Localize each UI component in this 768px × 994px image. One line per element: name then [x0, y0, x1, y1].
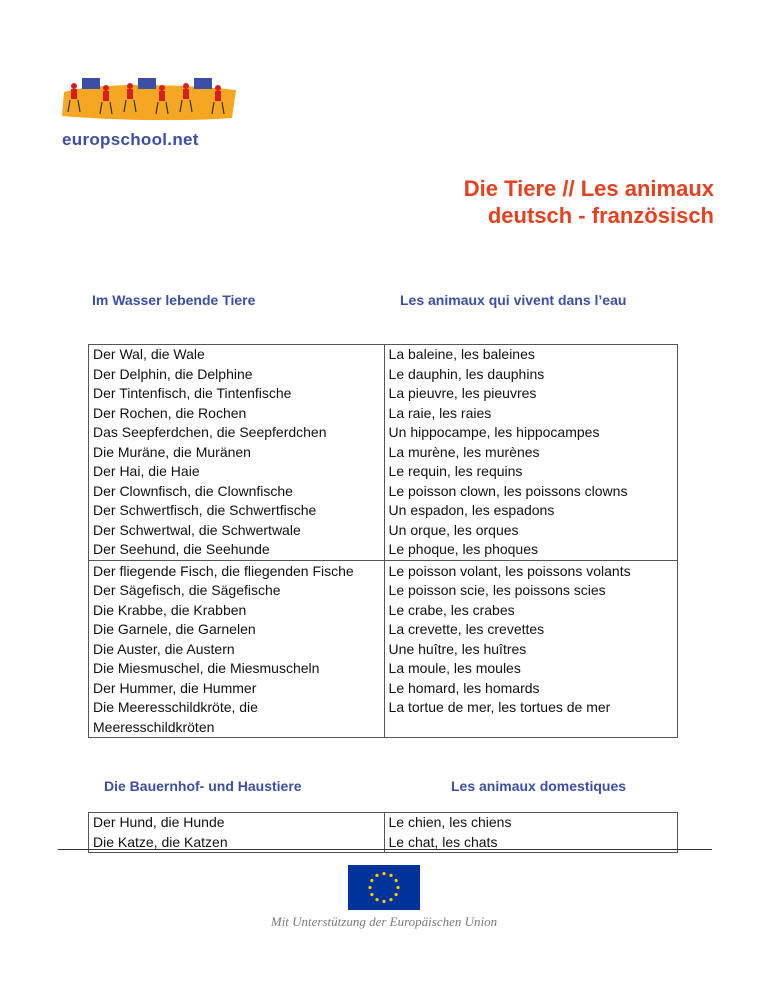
table-row [89, 560, 678, 738]
page-title [464, 175, 714, 229]
star-icon [395, 893, 398, 896]
list-item: Der fliegende Fisch, die fliegenden Fische [93, 562, 354, 579]
list-item: Der Hummer, die Hummer [93, 679, 257, 696]
list-item: Un orque, les orques [388, 521, 519, 538]
list-item: Le poisson volant, les poissons volants [388, 562, 631, 579]
star-icon [368, 886, 371, 889]
logo-illustration [60, 78, 238, 122]
list-item: Die Miesmuschel, die Miesmuscheln [93, 660, 320, 676]
list-item: Der Hund, die Hunde [93, 814, 225, 830]
list-item: La murène, les murènes [388, 443, 540, 460]
star-icon [375, 898, 378, 901]
star-icon [396, 886, 399, 889]
list-item: Der Tintenfisch, die Tintenfische [93, 385, 292, 401]
table-row [89, 813, 678, 853]
star-icon [370, 879, 373, 882]
heading-water-de: Im Wasser lebende Tiere [92, 292, 256, 308]
list-group [389, 345, 673, 560]
list-item: La tortue de mer, les tortues de mer [388, 699, 611, 715]
german-column [89, 813, 385, 853]
list-item: La raie, les raies [388, 404, 492, 421]
list-item: La moule, les moules [388, 660, 521, 676]
title-line-1: Die Tiere // Les animaux [463, 176, 714, 201]
list-group [389, 562, 673, 718]
list-item: Der Clownfisch, die Clownfische [93, 482, 293, 499]
list-item: Der Rochen, die Rochen [93, 404, 247, 421]
german-column [89, 345, 385, 561]
list-item: La crevette, les crevettes [388, 621, 545, 637]
list-group [93, 345, 380, 560]
list-item: Die Krabbe, die Krabben [93, 601, 247, 618]
list-item: Der Wal, die Wale [93, 346, 205, 362]
list-item: Die Meeresschildkröte, die Meeresschildkröten [93, 699, 258, 735]
list-item: Die Katze, die Katzen [93, 833, 228, 850]
list-item: Die Auster, die Austern [93, 640, 235, 657]
footer-note: Mit Unterstützung der Europäischen Union [270, 914, 498, 929]
eu-flag-icon [348, 865, 420, 910]
french-column [384, 560, 677, 738]
list-item: Der Delphin, die Delphine [93, 365, 253, 382]
star-icon [370, 893, 373, 896]
heading-water-fr: Les animaux qui vivent dans l’eau [400, 292, 627, 308]
list-item: Der Schwertwal, die Schwertwale [93, 521, 301, 538]
list-item: Le chat, les chats [388, 833, 498, 850]
footer-divider [58, 849, 712, 850]
list-item: Le poisson scie, les poissons scies [388, 582, 606, 598]
star-icon [382, 872, 385, 875]
german-column [89, 560, 385, 738]
title-line-2: deutsch - französisch [487, 203, 714, 228]
list-item: Le crabe, les crabes [388, 601, 515, 618]
list-item: Un hippocampe, les hippocampes [388, 424, 600, 440]
list-item: Le chien, les chiens [388, 814, 512, 830]
list-item: Das Seepferdchen, die Seepferdchen [93, 424, 327, 440]
heading-domestic-de: Die Bauernhof- und Haustiere [104, 778, 302, 794]
list-item: Der Schwertfisch, die Schwertfische [93, 502, 317, 518]
list-item: Le dauphin, les dauphins [388, 365, 545, 382]
list-item: Der Hai, die Haie [93, 463, 200, 479]
star-icon [389, 898, 392, 901]
list-item: Un espadon, les espadons [388, 502, 555, 518]
list-item: Le phoque, les phoques [388, 541, 539, 557]
table-row [89, 345, 678, 561]
site-name: europschool.net [62, 130, 199, 149]
vocab-table-water [88, 344, 678, 738]
list-item: Le requin, les requins [388, 463, 523, 479]
list-group [93, 813, 380, 852]
list-item: Der Seehund, die Seehunde [93, 541, 270, 557]
star-icon [382, 900, 385, 903]
list-item: Le homard, les homards [388, 679, 540, 696]
list-item: Une huître, les huîtres [388, 640, 527, 657]
star-icon [395, 879, 398, 882]
europschool-logo [60, 56, 240, 152]
vocab-table-domestic [88, 812, 678, 853]
list-item: Le poisson clown, les poissons clowns [388, 482, 628, 499]
list-item: Die Garnele, die Garnelen [93, 621, 256, 637]
list-group [389, 813, 674, 852]
list-item: La baleine, les baleines [388, 346, 535, 362]
french-column [384, 813, 678, 853]
list-item: Der Sägefisch, die Sägefische [93, 582, 281, 598]
star-icon [375, 874, 378, 877]
list-group [93, 562, 380, 738]
star-icon [389, 874, 392, 877]
list-item: La pieuvre, les pieuvres [388, 385, 537, 401]
heading-domestic-fr: Les animaux domestiques [451, 778, 627, 794]
french-column [384, 345, 677, 561]
list-item: Die Muräne, die Muränen [93, 443, 251, 460]
